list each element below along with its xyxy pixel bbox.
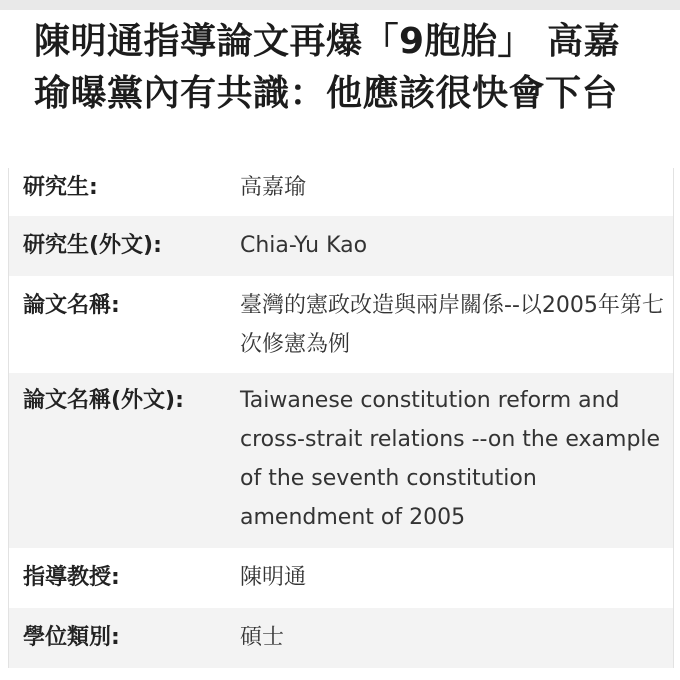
top-strip bbox=[0, 0, 680, 10]
table-row-student-foreign bbox=[9, 216, 673, 276]
value-student: 高嘉瑜 bbox=[240, 175, 307, 200]
value-advisor: 陳明通 bbox=[240, 565, 307, 590]
thesis-info-table bbox=[8, 168, 674, 668]
label-degree: 學位類別: bbox=[23, 625, 120, 650]
label-student-foreign: 研究生(外文): bbox=[23, 233, 162, 258]
label-advisor: 指導教授: bbox=[23, 565, 120, 590]
label-thesis-title: 論文名稱: bbox=[23, 293, 120, 318]
table-row-student bbox=[9, 156, 673, 216]
article-headline: 陳明通指導論文再爆「9胞胎」 高嘉瑜曝黨內有共識：他應該很快會下台 bbox=[34, 21, 621, 114]
label-student: 研究生: bbox=[23, 175, 98, 200]
table-row-advisor bbox=[9, 548, 673, 608]
table-row-thesis-title bbox=[9, 276, 673, 373]
table-row-thesis-title-foreign bbox=[9, 373, 673, 548]
value-thesis-title: 臺灣的憲政改造與兩岸關係--以2005年第七次修憲為例 bbox=[240, 293, 664, 357]
value-thesis-title-foreign: Taiwanese constitution reform and cross-strait relations --on the example of the seventh constitution amendment of 2005 bbox=[240, 388, 661, 530]
value-degree: 碩士 bbox=[240, 625, 285, 650]
value-student-foreign: Chia-Yu Kao bbox=[240, 233, 368, 258]
table-row-degree bbox=[9, 608, 673, 668]
label-thesis-title-foreign: 論文名稱(外文): bbox=[23, 388, 184, 413]
